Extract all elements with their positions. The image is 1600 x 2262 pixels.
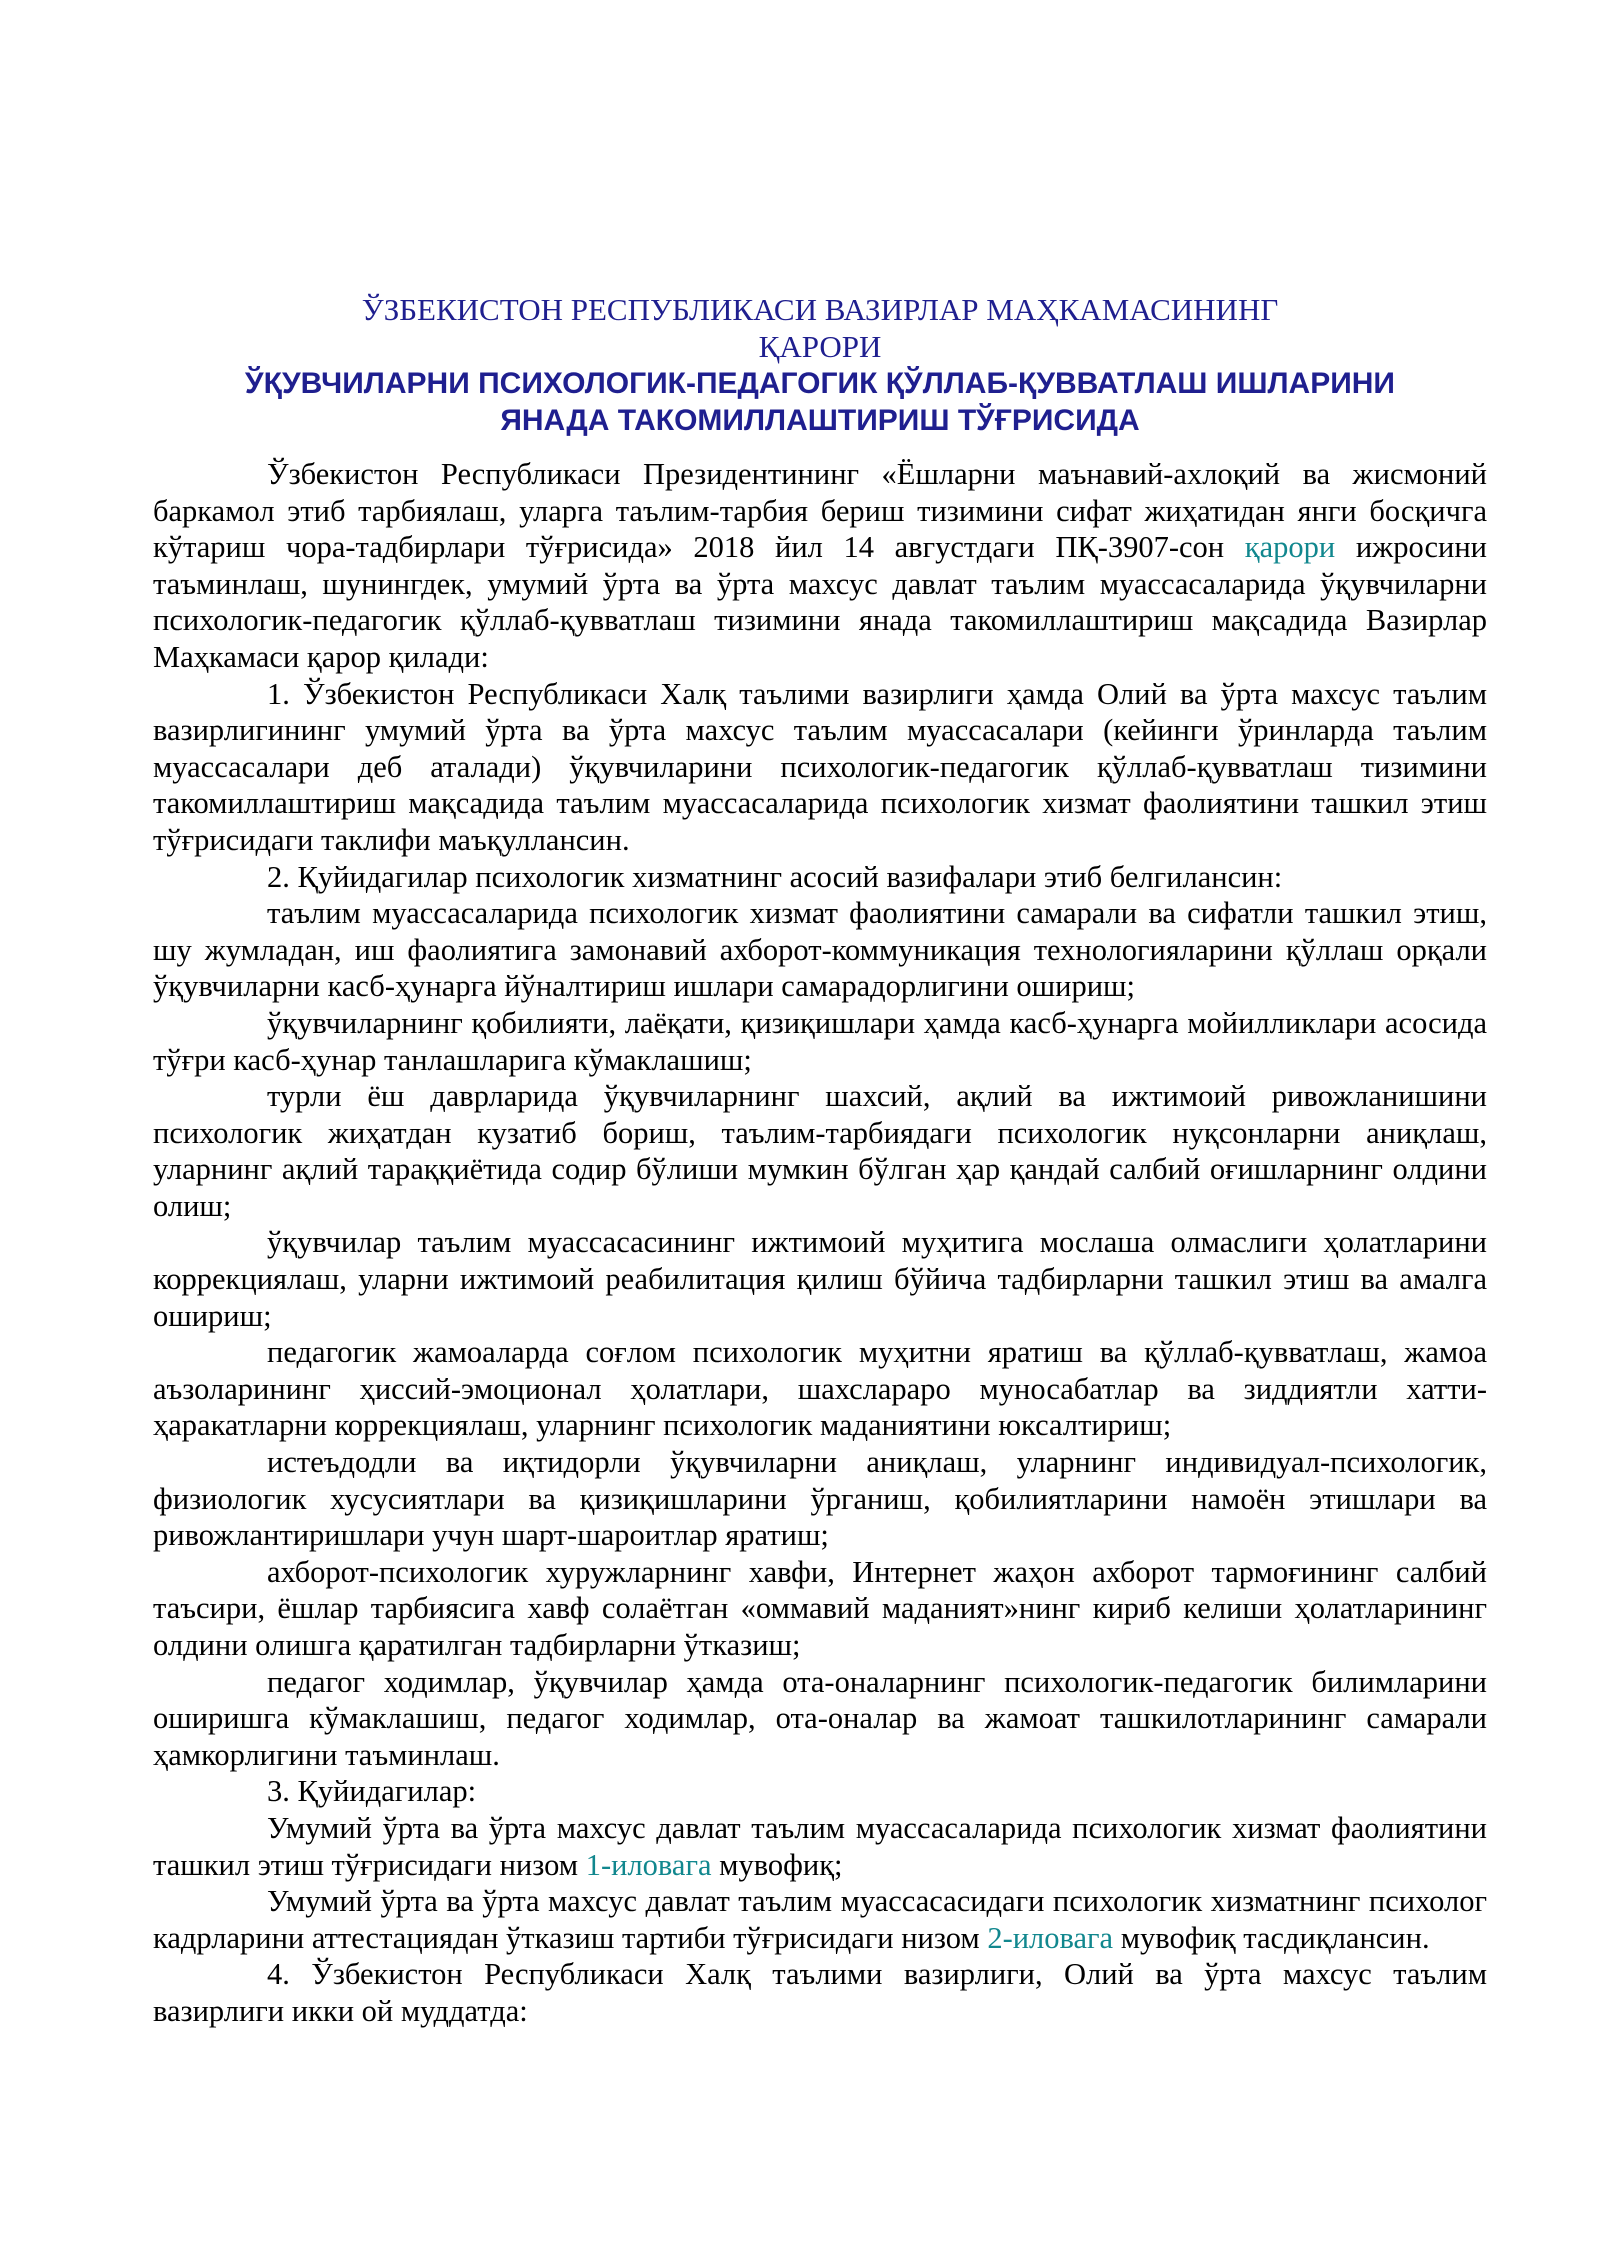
preamble-paragraph [153, 456, 1487, 676]
regulation-2-suffix: мувофиқ тасдиқлансин. [1113, 1920, 1430, 1955]
document-type-line: ҚАРОРИ [758, 329, 882, 364]
regulation-1-suffix: мувофиқ; [711, 1847, 843, 1882]
item-2-task: ўқувчиларнинг қобилияти, лаёқати, қизиқишлари ҳамда касб-ҳунарга мойилликлари асосида тўғри касб-ҳунар танлашларига кўмаклашиш; [153, 1005, 1487, 1077]
item-2-task: педагог ходимлар, ўқувчилар ҳамда ота-оналарнинг психологик-педагогик билимларини оширишга кўмаклашиш, педагог ходимлар, ота-оналар ва жамоат ташкилотларининг самарали ҳамкорлигини таъминлаш. [153, 1664, 1487, 1772]
document-title-line-1: ЎҚУВЧИЛАРНИ ПСИХОЛОГИК-ПЕДАГОГИК ҚЎЛЛАБ-ҚУВВАТЛАШ ИШЛАРИНИ [245, 367, 1395, 400]
item-2-intro: 2. Қуйидагилар психологик хизматнинг асосий вазифалари этиб белгилансин: [267, 859, 1283, 894]
preamble-text-end: ижросини таъминлаш, шунингдек, умумий ўрта ва ўрта махсус давлат таълим муассасаларида ўқувчиларни психологик-педагогик қўллаб-қувватлаш тизимини янада такомиллаштириш мақсадида Вазирлар Маҳкамаси қарор қилади: [153, 530, 1487, 674]
decree-link[interactable]: қарори [1244, 530, 1336, 565]
document-body [153, 456, 1487, 2030]
regulation-1-text: Умумий ўрта ва ўрта махсус давлат таълим муассасаларида психологик хизмат фаолиятини ташкил этиш тўғрисидаги низом [153, 1810, 1487, 1882]
document-page [153, 291, 1487, 2030]
issuer-line: ЎЗБЕКИСТОН РЕСПУБЛИКАСИ ВАЗИРЛАР МАҲКАМАСИНИНГ [361, 292, 1279, 327]
item-2-task: истеъдодли ва иқтидорли ўқувчиларни аниқлаш, уларнинг индивидуал-психологик, физиологик хусусиятлари ва қизиқишларини ўрганиш, қобилиятларини намоён этишлари ва ривожлантиришлари учун шарт-шароитлар яратиш; [153, 1445, 1487, 1553]
item-1-paragraph: 1. Ўзбекистон Республикаси Халқ таълими вазирлиги ҳамда Олий ва ўрта махсус таълим вазирлигининг умумий ўрта ва ўрта махсус таълим муассасалари (кейинги ўринларда таълим муассасалари деб аталади) ўқувчиларини психологик-педагогик қўллаб-қувватлаш тизимини такомиллаштириш мақсадида таълим муассасаларида психологик хизмат фаолиятини ташкил этиш тўғрисидаги таклифи маъқуллансин. [153, 676, 1487, 857]
item-2-task: ахборот-психологик хуружларнинг хавфи, Интернет жаҳон ахборот тармоғининг салбий таъсири, ёшлар тарбиясига хавф солаётган «оммавий маданият»нинг кириб келиши ҳолатларининг олдини олишга қаратилган тадбирларни ўтказиш; [153, 1554, 1487, 1662]
regulation-2-text: Умумий ўрта ва ўрта махсус давлат таълим муассасасидаги психологик хизматнинг психолог кадрларини аттестациядан ўтказиш тартиби тўғрисидаги низом [153, 1884, 1487, 1955]
item-2-task: таълим муассасаларида психологик хизмат фаолиятини самарали ва сифатли ташкил этиш, шу жумладан, иш фаолиятига замонавий ахборот-коммуникация технологияларини қўллаш орқали ўқувчиларни касб-ҳунарга йўналтириш ишлари самарадорлигини ошириш; [153, 896, 1487, 1004]
item-3-regulation-1 [153, 1810, 1487, 1883]
annex-2-link[interactable]: 2-иловага [987, 1920, 1114, 1955]
preamble-text-start: Ўзбекистон Республикаси Президентининг «Ёшларни маънавий-ахлоқий ва жисмоний баркамол этиб тарбиялаш, уларга таълим-тарбия бериш тизимини сифат жиҳатидан янги босқичга кўтариш чора-тадбирлари тўғрисида» 2018 йил 14 августдаги ПҚ-3907-сон [153, 457, 1487, 565]
item-2-task: турли ёш даврларида ўқувчиларнинг шахсий, ақлий ва ижтимоий ривожланишини психологик жиҳатдан кузатиб бориш, таълим-тарбиядаги психологик нуқсонларни аниқлаш, уларнинг ақлий тараққиётида содир бўлиши мумкин бўлган ҳар қандай салбий оғишларнинг олдини олиш; [153, 1079, 1487, 1223]
document-title-line-2: ЯНАДА ТАКОМИЛЛАШТИРИШ ТЎҒРИСИДА [500, 404, 1140, 437]
item-2-task: ўқувчилар таълим муассасасининг ижтимоий муҳитига мослаша олмаслиги ҳолатларини коррекциялаш, уларни ижтимоий реабилитация қилиш бўйича тадбирларни ташкил этиш ва амалга ошириш; [153, 1225, 1487, 1333]
item-3-intro: 3. Қуйидагилар: [267, 1774, 477, 1809]
document-header [153, 291, 1487, 439]
item-2-task: педагогик жамоаларда соғлом психологик муҳитни яратиш ва қўллаб-қувватлаш, жамоа аъзоларининг ҳиссий-эмоционал ҳолатлари, шахслараро муносабатлар ва зиддиятли хатти-ҳаракатларни коррекциялаш, уларнинг психологик маданиятини юксалтириш; [153, 1335, 1487, 1443]
annex-1-link[interactable]: 1-иловага [585, 1847, 712, 1882]
item-3-regulation-2 [153, 1883, 1487, 1956]
item-4-paragraph: 4. Ўзбекистон Республикаси Халқ таълими вазирлиги, Олий ва ўрта махсус таълим вазирлиги икки ой муддатда: [153, 1957, 1487, 2028]
